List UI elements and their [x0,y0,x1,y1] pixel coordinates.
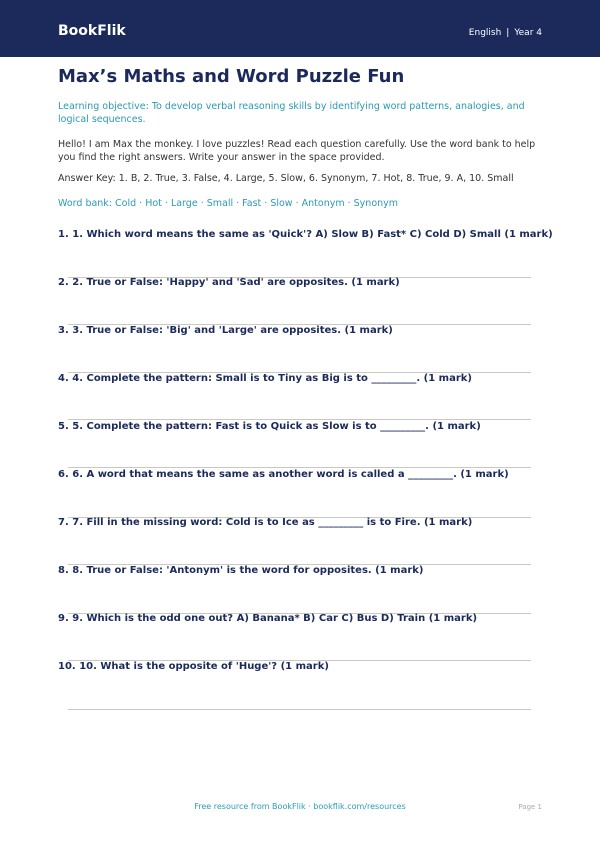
answer-line-4[interactable] [68,419,531,420]
meta-separator: | [506,28,510,38]
header-meta [469,28,542,38]
question-6: 6. 6. A word that means the same as another word is called a _________. (1 mark) [58,469,509,480]
question-1: 1. 1. Which word means the same as 'Quick'? A) Slow B) Fast* C) Cold D) Small (1 mark) [58,229,553,240]
answer-line-10[interactable] [68,709,531,710]
year-label: Year 4 [514,28,542,38]
page-title: Max’s Maths and Word Puzzle Fun [58,66,405,87]
intro-text: Hello! I am Max the monkey. I love puzzles! Read each question carefully. Use the word bank to help you find the right answers. Write your answer in the space provided. [58,139,536,163]
question-5: 5. 5. Complete the pattern: Fast is to Quick as Slow is to _________. (1 mark) [58,421,481,432]
header-bar [0,0,600,57]
brand-logo[interactable]: BookFlik [58,23,126,39]
question-2: 2. 2. True or False: 'Happy' and 'Sad' are opposites. (1 mark) [58,277,400,288]
question-7: 7. 7. Fill in the missing word: Cold is to Ice as _________ is to Fire. (1 mark) [58,517,473,528]
word-bank: Word bank: Cold · Hot · Large · Small · Fast · Slow · Antonym · Synonym [58,198,399,209]
learning-objective: Learning objective: To develop verbal reasoning skills by identifying word patterns, analogies, and logical sequences. [58,101,525,125]
question-4: 4. 4. Complete the pattern: Small is to Tiny as Big is to _________. (1 mark) [58,373,473,384]
question-10: 10. 10. What is the opposite of 'Huge'? (1 mark) [58,661,329,672]
question-9: 9. 9. Which is the odd one out? A) Banana* B) Car C) Bus D) Train (1 mark) [58,613,478,624]
answer-key: Answer Key: 1. B, 2. True, 3. False, 4. Large, 5. Slow, 6. Synonym, 7. Hot, 8. True, 9. A, 10. Small [58,173,514,184]
page-number: Page 1 [518,803,542,811]
footer-text[interactable]: Free resource from BookFlik · bookflik.com/resources [194,802,406,811]
question-3: 3. 3. True or False: 'Big' and 'Large' are opposites. (1 mark) [58,325,393,336]
subject-label: English [468,28,502,38]
question-8: 8. 8. True or False: 'Antonym' is the word for opposites. (1 mark) [58,565,424,576]
answer-line-5[interactable] [68,467,531,468]
